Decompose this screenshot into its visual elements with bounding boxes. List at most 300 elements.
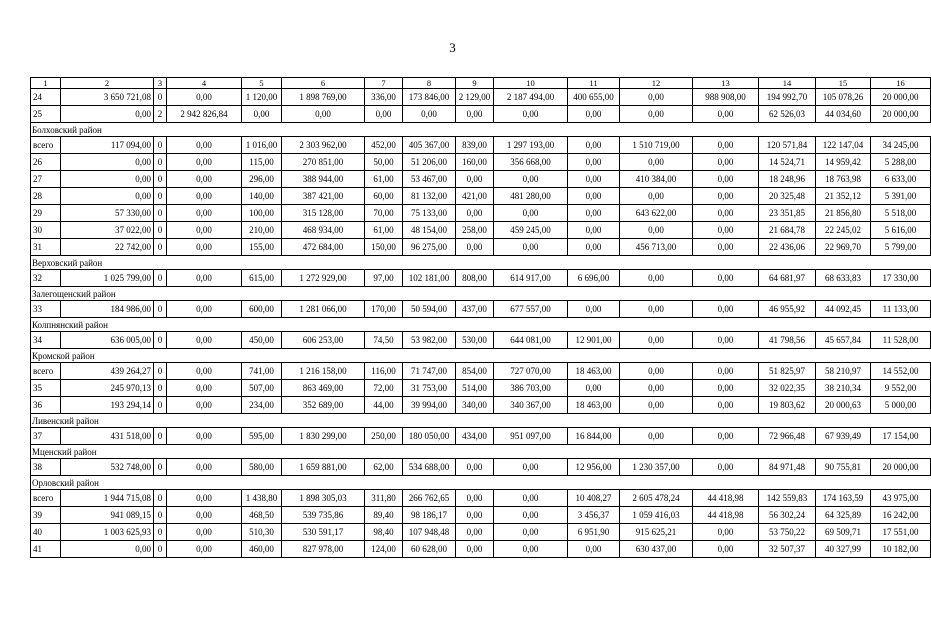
table-cell: 388 944,00 bbox=[282, 171, 365, 188]
table-cell: 53 467,00 bbox=[403, 171, 456, 188]
table-cell: 37 bbox=[31, 428, 61, 445]
table-cell: 41 798,56 bbox=[759, 332, 816, 349]
table-cell: 510,30 bbox=[242, 524, 282, 541]
table-cell: 0,00 bbox=[167, 154, 242, 171]
table-cell: 0,00 bbox=[494, 205, 568, 222]
table-cell: 32 507,37 bbox=[759, 541, 816, 558]
table-cell: всего bbox=[31, 490, 61, 507]
table-row bbox=[31, 459, 931, 476]
table-cell: 0,00 bbox=[693, 397, 759, 414]
table-cell: 0,00 bbox=[568, 380, 620, 397]
table-cell: всего bbox=[31, 137, 61, 154]
table-cell: 115,00 bbox=[242, 154, 282, 171]
table-cell: 0,00 bbox=[568, 171, 620, 188]
table-cell: 941 089,15 bbox=[61, 507, 154, 524]
table-cell: 606 253,00 bbox=[282, 332, 365, 349]
table-cell: 43 975,00 bbox=[871, 490, 931, 507]
table-cell: 0,00 bbox=[620, 363, 693, 380]
table-cell: 539 735,86 bbox=[282, 507, 365, 524]
table-cell: 0,00 bbox=[620, 222, 693, 239]
header-row bbox=[31, 78, 931, 89]
table-cell: 0,00 bbox=[568, 541, 620, 558]
table-cell: 0,00 bbox=[620, 106, 693, 123]
table-cell: 61,00 bbox=[365, 222, 403, 239]
district-title: Орловский район bbox=[31, 476, 931, 490]
table-cell: 421,00 bbox=[456, 188, 494, 205]
table-cell: 62 526,03 bbox=[759, 106, 816, 123]
table-cell: 60 628,00 bbox=[403, 541, 456, 558]
table-cell: 39 bbox=[31, 507, 61, 524]
table-cell: 1 230 357,00 bbox=[620, 459, 693, 476]
table-cell: 160,00 bbox=[456, 154, 494, 171]
table-cell: 386 703,00 bbox=[494, 380, 568, 397]
table-cell: 29 bbox=[31, 205, 61, 222]
table-cell: 0,00 bbox=[167, 301, 242, 318]
table-cell: 31 bbox=[31, 239, 61, 256]
table-cell: 20 000,00 bbox=[871, 459, 931, 476]
table-cell: 60,00 bbox=[365, 188, 403, 205]
table-cell: 0,00 bbox=[620, 188, 693, 205]
table-cell: 1 659 881,00 bbox=[282, 459, 365, 476]
table-cell: 2 bbox=[154, 106, 167, 123]
table-row bbox=[31, 490, 931, 507]
table-cell: 0 bbox=[154, 428, 167, 445]
table-cell: 72,00 bbox=[365, 380, 403, 397]
table-row bbox=[31, 171, 931, 188]
district-heading-row bbox=[31, 414, 931, 428]
table-cell: 0,00 bbox=[61, 171, 154, 188]
table-cell: 315 128,00 bbox=[282, 205, 365, 222]
table-cell: 30 bbox=[31, 222, 61, 239]
table-cell: 0,00 bbox=[620, 380, 693, 397]
column-number: 6 bbox=[282, 78, 365, 89]
table-cell: 21 684,78 bbox=[759, 222, 816, 239]
table-cell: 12 956,00 bbox=[568, 459, 620, 476]
table-cell: 0,00 bbox=[494, 490, 568, 507]
table-cell: 116,00 bbox=[365, 363, 403, 380]
table-cell: 439 264,27 bbox=[61, 363, 154, 380]
table-cell: 105 078,26 bbox=[816, 89, 871, 106]
table-cell: 61,00 bbox=[365, 171, 403, 188]
table-cell: 10 408,27 bbox=[568, 490, 620, 507]
table-cell: 863 469,00 bbox=[282, 380, 365, 397]
table-cell: 0,00 bbox=[568, 106, 620, 123]
table-cell: 2 303 962,00 bbox=[282, 137, 365, 154]
table-cell: 0,00 bbox=[693, 188, 759, 205]
table-cell: 0,00 bbox=[242, 106, 282, 123]
column-number: 13 bbox=[693, 78, 759, 89]
table-cell: 915 625,21 bbox=[620, 524, 693, 541]
district-heading-row bbox=[31, 476, 931, 490]
table-row bbox=[31, 428, 931, 445]
table-cell: 0,00 bbox=[167, 380, 242, 397]
table-cell: 0 bbox=[154, 171, 167, 188]
table-cell: 0,00 bbox=[693, 332, 759, 349]
table-cell: 1 297 193,00 bbox=[494, 137, 568, 154]
table-cell: 1 830 299,00 bbox=[282, 428, 365, 445]
table-cell: 107 948,48 bbox=[403, 524, 456, 541]
table-cell: 450,00 bbox=[242, 332, 282, 349]
table-cell: 18 248,96 bbox=[759, 171, 816, 188]
table-cell: 507,00 bbox=[242, 380, 282, 397]
table-cell: 0 bbox=[154, 541, 167, 558]
table-cell: 40 bbox=[31, 524, 61, 541]
table-cell: 514,00 bbox=[456, 380, 494, 397]
table-cell: 0,00 bbox=[693, 301, 759, 318]
district-heading-row bbox=[31, 287, 931, 301]
table-cell: 0,00 bbox=[568, 205, 620, 222]
table-cell: 0,00 bbox=[568, 154, 620, 171]
column-number: 11 bbox=[568, 78, 620, 89]
district-heading-row bbox=[31, 256, 931, 270]
table-cell: 1 016,00 bbox=[242, 137, 282, 154]
table-cell: 68 633,83 bbox=[816, 270, 871, 287]
table-cell: 44 418,98 bbox=[693, 507, 759, 524]
table-cell: 0,00 bbox=[620, 270, 693, 287]
column-number: 3 bbox=[154, 78, 167, 89]
table-cell: 0,00 bbox=[693, 205, 759, 222]
table-cell: 51 206,00 bbox=[403, 154, 456, 171]
table-cell: 0,00 bbox=[61, 154, 154, 171]
table-cell: 2 942 826,84 bbox=[167, 106, 242, 123]
column-number: 8 bbox=[403, 78, 456, 89]
table-cell: 0,00 bbox=[167, 428, 242, 445]
table-cell: 472 684,00 bbox=[282, 239, 365, 256]
table-cell: 50 594,00 bbox=[403, 301, 456, 318]
table-cell: 0,00 bbox=[693, 222, 759, 239]
table-cell: 0,00 bbox=[456, 524, 494, 541]
table-cell: 0,00 bbox=[167, 363, 242, 380]
table-cell: 481 280,00 bbox=[494, 188, 568, 205]
table-cell: 0,00 bbox=[167, 137, 242, 154]
table-cell: 0,00 bbox=[620, 154, 693, 171]
table-cell: 0,00 bbox=[167, 507, 242, 524]
table-cell: 615,00 bbox=[242, 270, 282, 287]
table-cell: 0,00 bbox=[568, 137, 620, 154]
table-cell: 250,00 bbox=[365, 428, 403, 445]
table-cell: 0 bbox=[154, 188, 167, 205]
table-cell: 0,00 bbox=[167, 270, 242, 287]
table-cell: 21 856,80 bbox=[816, 205, 871, 222]
table-cell: 839,00 bbox=[456, 137, 494, 154]
table-cell: 193 294,14 bbox=[61, 397, 154, 414]
district-title: Болховский район bbox=[31, 123, 931, 137]
table-cell: 0,00 bbox=[61, 106, 154, 123]
column-number: 5 bbox=[242, 78, 282, 89]
table-cell: 184 986,00 bbox=[61, 301, 154, 318]
table-cell: 170,00 bbox=[365, 301, 403, 318]
table-cell: 0 bbox=[154, 154, 167, 171]
table-cell: 18 763,98 bbox=[816, 171, 871, 188]
table-cell: 5 000,00 bbox=[871, 397, 931, 414]
table-cell: всего bbox=[31, 363, 61, 380]
table-cell: 39 994,00 bbox=[403, 397, 456, 414]
column-number: 2 bbox=[61, 78, 154, 89]
district-title: Верховский район bbox=[31, 256, 931, 270]
table-cell: 33 bbox=[31, 301, 61, 318]
table-cell: 808,00 bbox=[456, 270, 494, 287]
table-row bbox=[31, 270, 931, 287]
district-heading-row bbox=[31, 123, 931, 137]
table-cell: 0,00 bbox=[456, 507, 494, 524]
table-cell: 0,00 bbox=[494, 507, 568, 524]
table-cell: 0,00 bbox=[494, 524, 568, 541]
table-cell: 1 944 715,08 bbox=[61, 490, 154, 507]
table-row bbox=[31, 301, 931, 318]
table-cell: 0,00 bbox=[167, 541, 242, 558]
table-cell: 827 978,00 bbox=[282, 541, 365, 558]
table-cell: 37 022,00 bbox=[61, 222, 154, 239]
table-cell: 20 000,00 bbox=[871, 106, 931, 123]
table-cell: 0,00 bbox=[456, 205, 494, 222]
table-cell: 0,00 bbox=[167, 171, 242, 188]
table-cell: 1 510 719,00 bbox=[620, 137, 693, 154]
table-cell: 98 186,17 bbox=[403, 507, 456, 524]
table-cell: 155,00 bbox=[242, 239, 282, 256]
table-cell: 0,00 bbox=[620, 301, 693, 318]
column-number: 14 bbox=[759, 78, 816, 89]
table-cell: 0,00 bbox=[693, 270, 759, 287]
table-cell: 150,00 bbox=[365, 239, 403, 256]
table-cell: 0,00 bbox=[456, 239, 494, 256]
table-cell: 36 bbox=[31, 397, 61, 414]
table-cell: 10 182,00 bbox=[871, 541, 931, 558]
table-cell: 1 059 416,03 bbox=[620, 507, 693, 524]
page-number: 3 bbox=[449, 40, 456, 55]
table-cell: 643 622,00 bbox=[620, 205, 693, 222]
table-cell: 44 034,60 bbox=[816, 106, 871, 123]
table-cell: 356 668,00 bbox=[494, 154, 568, 171]
table-cell: 64 325,89 bbox=[816, 507, 871, 524]
table-cell: 53 750,22 bbox=[759, 524, 816, 541]
table-cell: 0,00 bbox=[167, 188, 242, 205]
table-cell: 0,00 bbox=[693, 106, 759, 123]
table-row bbox=[31, 239, 931, 256]
table-cell: 2 605 478,24 bbox=[620, 490, 693, 507]
table-cell: 530 591,17 bbox=[282, 524, 365, 541]
table-cell: 44,00 bbox=[365, 397, 403, 414]
table-cell: 16 844,00 bbox=[568, 428, 620, 445]
table-cell: 340,00 bbox=[456, 397, 494, 414]
table-cell: 122 147,04 bbox=[816, 137, 871, 154]
table-cell: 296,00 bbox=[242, 171, 282, 188]
table-cell: 0,00 bbox=[494, 171, 568, 188]
table-cell: 53 982,00 bbox=[403, 332, 456, 349]
table-cell: 0 bbox=[154, 397, 167, 414]
table-cell: 31 753,00 bbox=[403, 380, 456, 397]
table-cell: 71 747,00 bbox=[403, 363, 456, 380]
table-cell: 34 bbox=[31, 332, 61, 349]
table-cell: 3 650 721,08 bbox=[61, 89, 154, 106]
table-cell: 0,00 bbox=[167, 239, 242, 256]
table-cell: 20 000,63 bbox=[816, 397, 871, 414]
table-cell: 0,00 bbox=[568, 222, 620, 239]
table-row bbox=[31, 205, 931, 222]
table-cell: 0,00 bbox=[365, 106, 403, 123]
table-cell: 0,00 bbox=[620, 89, 693, 106]
table-cell: 194 992,70 bbox=[759, 89, 816, 106]
table-cell: 0,00 bbox=[568, 239, 620, 256]
table-cell: 17 330,00 bbox=[871, 270, 931, 287]
table-cell: 3 456,37 bbox=[568, 507, 620, 524]
table-cell: 24 bbox=[31, 89, 61, 106]
table-cell: 0,00 bbox=[494, 459, 568, 476]
table-cell: 48 154,00 bbox=[403, 222, 456, 239]
district-title: Мценский район bbox=[31, 445, 931, 459]
table-cell: 405 367,00 bbox=[403, 137, 456, 154]
table-row bbox=[31, 106, 931, 123]
table-cell: 311,80 bbox=[365, 490, 403, 507]
table-cell: 97,00 bbox=[365, 270, 403, 287]
table-cell: 51 825,97 bbox=[759, 363, 816, 380]
table-cell: 0,00 bbox=[568, 188, 620, 205]
table-cell: 1 003 625,93 bbox=[61, 524, 154, 541]
table-cell: 1 216 158,00 bbox=[282, 363, 365, 380]
column-number: 4 bbox=[167, 78, 242, 89]
table-cell: 50,00 bbox=[365, 154, 403, 171]
table-cell: 741,00 bbox=[242, 363, 282, 380]
table-cell: 69 509,71 bbox=[816, 524, 871, 541]
table-cell: 5 518,00 bbox=[871, 205, 931, 222]
table-cell: 245 970,13 bbox=[61, 380, 154, 397]
table-cell: 580,00 bbox=[242, 459, 282, 476]
table-cell: 11 528,00 bbox=[871, 332, 931, 349]
table-cell: 0 bbox=[154, 524, 167, 541]
table-cell: 6 951,90 bbox=[568, 524, 620, 541]
table-cell: 22 742,00 bbox=[61, 239, 154, 256]
table-cell: 57 330,00 bbox=[61, 205, 154, 222]
table-cell: 532 748,00 bbox=[61, 459, 154, 476]
table-cell: 0,00 bbox=[167, 490, 242, 507]
table-cell: 1 281 066,00 bbox=[282, 301, 365, 318]
table-cell: 72 966,48 bbox=[759, 428, 816, 445]
table-cell: 0,00 bbox=[167, 524, 242, 541]
table-cell: 5 391,00 bbox=[871, 188, 931, 205]
table-cell: 25 bbox=[31, 106, 61, 123]
table-cell: 0 bbox=[154, 301, 167, 318]
district-title: Ливенский район bbox=[31, 414, 931, 428]
table-cell: 434,00 bbox=[456, 428, 494, 445]
table-row bbox=[31, 332, 931, 349]
table-cell: 727 070,00 bbox=[494, 363, 568, 380]
table-cell: 0 bbox=[154, 380, 167, 397]
table-cell: 2 187 494,00 bbox=[494, 89, 568, 106]
table-cell: 210,00 bbox=[242, 222, 282, 239]
table-cell: 6 633,00 bbox=[871, 171, 931, 188]
table-cell: 22 245,02 bbox=[816, 222, 871, 239]
district-heading-row bbox=[31, 318, 931, 332]
table-cell: 142 559,83 bbox=[759, 490, 816, 507]
table-cell: 40 327,99 bbox=[816, 541, 871, 558]
table-cell: 21 352,12 bbox=[816, 188, 871, 205]
table-cell: 0,00 bbox=[693, 524, 759, 541]
district-heading-row bbox=[31, 445, 931, 459]
table-row bbox=[31, 188, 931, 205]
column-number: 7 bbox=[365, 78, 403, 89]
district-title: Колпнянский район bbox=[31, 318, 931, 332]
table-cell: 0,00 bbox=[167, 397, 242, 414]
table-cell: 0,00 bbox=[61, 188, 154, 205]
table-cell: 174 163,59 bbox=[816, 490, 871, 507]
table-cell: 89,40 bbox=[365, 507, 403, 524]
table-row bbox=[31, 507, 931, 524]
table-cell: 0,00 bbox=[494, 239, 568, 256]
column-number: 16 bbox=[871, 78, 931, 89]
table-cell: 460,00 bbox=[242, 541, 282, 558]
table-cell: 22 436,06 bbox=[759, 239, 816, 256]
table-cell: 0,00 bbox=[620, 332, 693, 349]
table-cell: 0,00 bbox=[693, 428, 759, 445]
table-cell: 0,00 bbox=[494, 541, 568, 558]
table-cell: 16 242,00 bbox=[871, 507, 931, 524]
table-cell: 1 025 799,00 bbox=[61, 270, 154, 287]
table-row bbox=[31, 154, 931, 171]
table-cell: 0 bbox=[154, 137, 167, 154]
table-cell: 74,50 bbox=[365, 332, 403, 349]
table-cell: 84 971,48 bbox=[759, 459, 816, 476]
table-cell: 44 418,98 bbox=[693, 490, 759, 507]
table-cell: 431 518,00 bbox=[61, 428, 154, 445]
district-heading-row bbox=[31, 349, 931, 363]
table-cell: 468 934,00 bbox=[282, 222, 365, 239]
table-cell: 0,00 bbox=[693, 459, 759, 476]
table-cell: 0,00 bbox=[693, 154, 759, 171]
table-cell: 0,00 bbox=[167, 89, 242, 106]
table-cell: 534 688,00 bbox=[403, 459, 456, 476]
table-cell: 44 092,45 bbox=[816, 301, 871, 318]
table-cell: 258,00 bbox=[456, 222, 494, 239]
table-cell: 0 bbox=[154, 205, 167, 222]
table-cell: 67 939,49 bbox=[816, 428, 871, 445]
table-cell: 1 438,80 bbox=[242, 490, 282, 507]
table-cell: 38 bbox=[31, 459, 61, 476]
table-cell: 62,00 bbox=[365, 459, 403, 476]
table-cell: 1 898 305,03 bbox=[282, 490, 365, 507]
table-row bbox=[31, 397, 931, 414]
table-cell: 0,00 bbox=[693, 541, 759, 558]
table-cell: 102 181,00 bbox=[403, 270, 456, 287]
table-cell: 56 302,24 bbox=[759, 507, 816, 524]
table-cell: 0,00 bbox=[456, 459, 494, 476]
table-cell: 117 094,00 bbox=[61, 137, 154, 154]
column-number: 10 bbox=[494, 78, 568, 89]
table-cell: 0,00 bbox=[456, 106, 494, 123]
table-cell: 41 bbox=[31, 541, 61, 558]
table-cell: 5 288,00 bbox=[871, 154, 931, 171]
table-cell: 644 081,00 bbox=[494, 332, 568, 349]
table-cell: 32 bbox=[31, 270, 61, 287]
table-cell: 38 210,34 bbox=[816, 380, 871, 397]
table-row bbox=[31, 89, 931, 106]
district-title: Залегощенский район bbox=[31, 287, 931, 301]
table-cell: 0,00 bbox=[568, 301, 620, 318]
table-cell: 75 133,00 bbox=[403, 205, 456, 222]
table-cell: 1 272 929,00 bbox=[282, 270, 365, 287]
table-row bbox=[31, 524, 931, 541]
table-cell: 410 384,00 bbox=[620, 171, 693, 188]
table-cell: 2 129,00 bbox=[456, 89, 494, 106]
table-cell: 11 133,00 bbox=[871, 301, 931, 318]
table-cell: 34 245,00 bbox=[871, 137, 931, 154]
table-cell: 1 898 769,00 bbox=[282, 89, 365, 106]
table-cell: 81 132,00 bbox=[403, 188, 456, 205]
table-cell: 0,00 bbox=[693, 363, 759, 380]
table-cell: 173 846,00 bbox=[403, 89, 456, 106]
table-cell: 636 005,00 bbox=[61, 332, 154, 349]
table-row bbox=[31, 541, 931, 558]
table-cell: 90 755,81 bbox=[816, 459, 871, 476]
table-cell: 0,00 bbox=[167, 205, 242, 222]
